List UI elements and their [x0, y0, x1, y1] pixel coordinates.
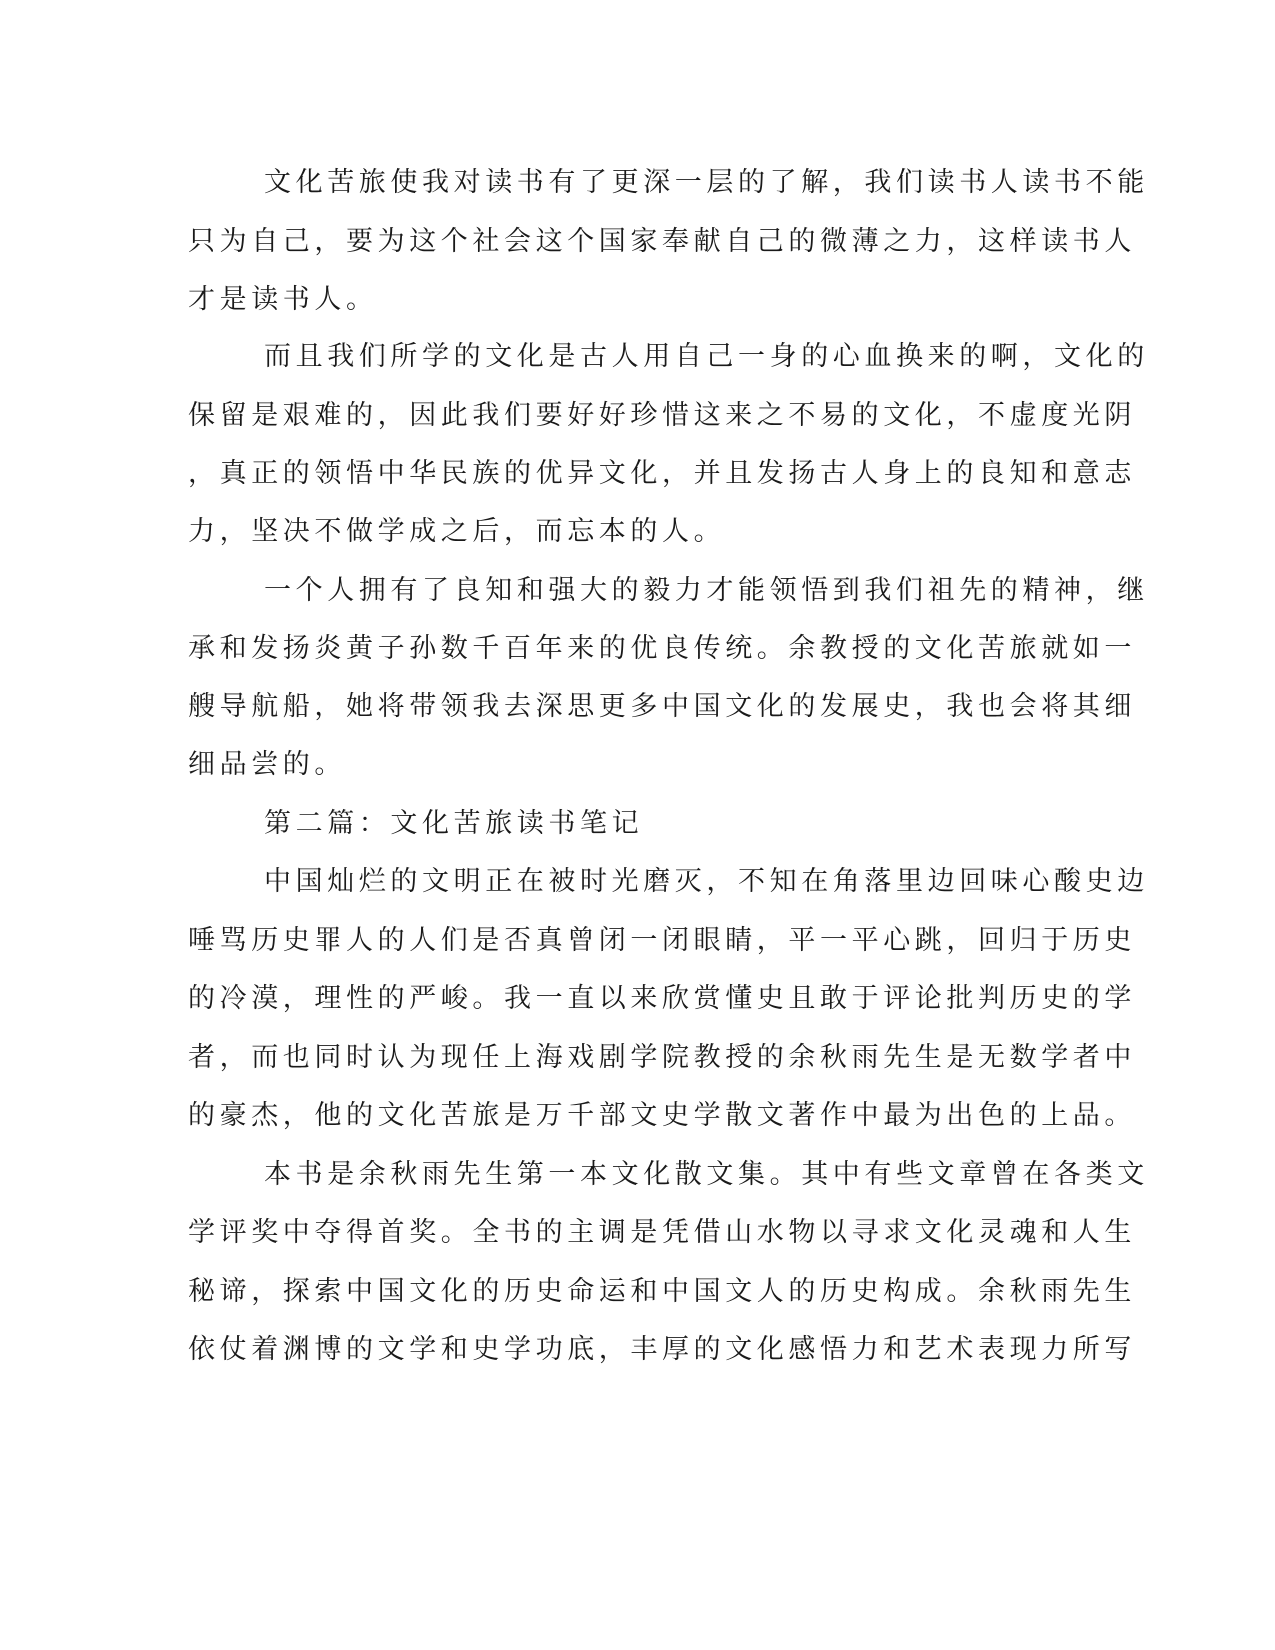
- text-line: 秘谛，探索中国文化的历史命运和中国文人的历史构成。余秋雨先生: [188, 1276, 1136, 1307]
- text-line: 力，坚决不做学成之后，而忘本的人。: [188, 516, 726, 547]
- text-line: 学评奖中夺得首奖。全书的主调是凭借山水物以寻求文化灵魂和人生: [188, 1217, 1136, 1248]
- text-line: 中国灿烂的文明正在被时光磨灭，不知在角落里边回味心酸史边: [264, 866, 1149, 897]
- text-line: 才是读书人。: [188, 284, 378, 315]
- text-line: 只为自己，要为这个社会这个国家奉献自己的微薄之力，这样读书人: [188, 226, 1136, 257]
- section-heading: 第二篇：文化苦旅读书笔记: [264, 808, 644, 839]
- text-line: 一个人拥有了良知和强大的毅力才能领悟到我们祖先的精神，继: [264, 575, 1149, 606]
- text-line: 唾骂历史罪人的人们是否真曾闭一闭眼睛，平一平心跳，回归于历史: [188, 925, 1136, 956]
- text-line: 的豪杰，他的文化苦旅是万千部文史学散文著作中最为出色的上品。: [188, 1100, 1136, 1131]
- text-line: 承和发扬炎黄子孙数千百年来的优良传统。余教授的文化苦旅就如一: [188, 633, 1136, 664]
- text-line: 而且我们所学的文化是古人用自己一身的心血换来的啊，文化的: [264, 341, 1149, 372]
- text-line: 艘导航船，她将带领我去深思更多中国文化的发展史，我也会将其细: [188, 691, 1136, 722]
- text-line: 的冷漠，理性的严峻。我一直以来欣赏懂史且敢于评论批判历史的学: [188, 983, 1136, 1014]
- text-line: 保留是艰难的，因此我们要好好珍惜这来之不易的文化，不虚度光阴: [188, 400, 1136, 431]
- text-line: ，真正的领悟中华民族的优异文化，并且发扬古人身上的良知和意志: [188, 458, 1136, 489]
- text-line: 依仗着渊博的文学和史学功底，丰厚的文化感悟力和艺术表现力所写: [188, 1334, 1136, 1365]
- text-line: 本书是余秋雨先生第一本文化散文集。其中有些文章曾在各类文: [264, 1159, 1149, 1190]
- text-line: 者，而也同时认为现任上海戏剧学院教授的余秋雨先生是无数学者中: [188, 1042, 1136, 1073]
- text-line: 细品尝的。: [188, 749, 346, 780]
- text-line: 文化苦旅使我对读书有了更深一层的了解，我们读书人读书不能: [264, 167, 1149, 198]
